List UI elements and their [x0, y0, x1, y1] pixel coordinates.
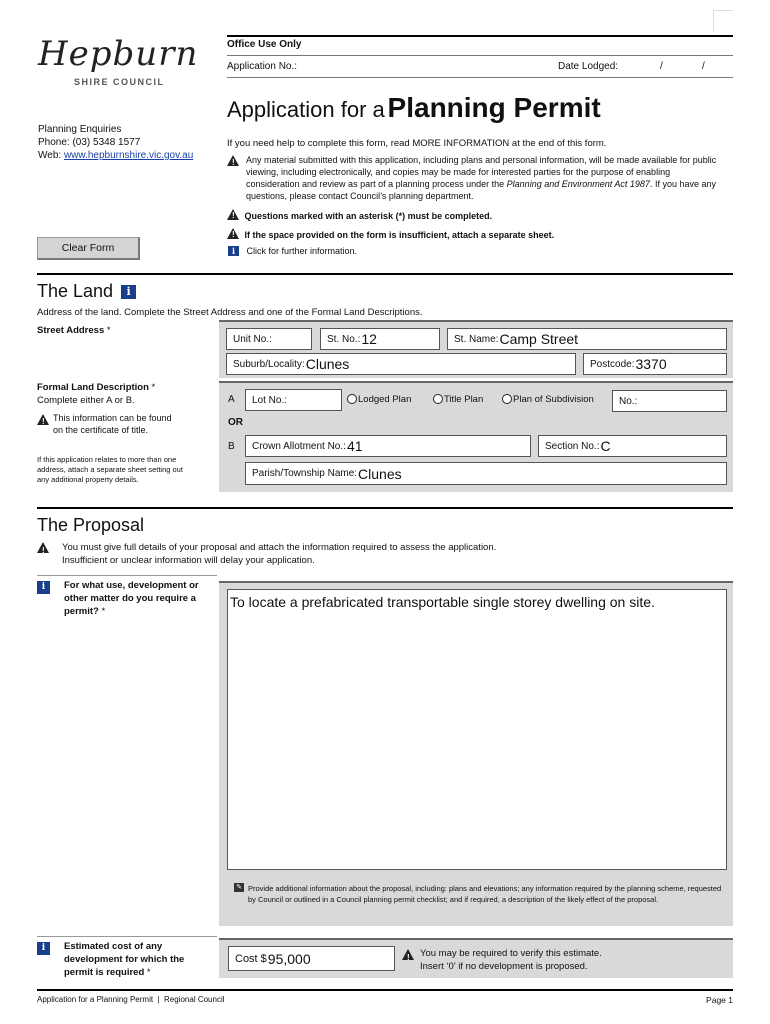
- title-plan-label: Title Plan: [444, 394, 484, 405]
- proposal-top-rule: [37, 507, 733, 509]
- title-prefix: Application for a: [227, 97, 385, 122]
- use-answer-textarea[interactable]: [227, 589, 727, 870]
- cost-note-1: You may be required to verify this estimate.: [420, 948, 602, 959]
- enquiries-phone: Phone: (03) 5348 1577: [38, 137, 141, 148]
- formal-description-label: [37, 381, 155, 407]
- use-question-text: For what use, development or other matter do you require a permit?: [64, 580, 199, 617]
- office-bottom-rule: [227, 77, 733, 78]
- formal-label-text: Formal Land Description: [37, 382, 149, 393]
- crown-value: 41: [346, 438, 363, 454]
- additional-info-text: Provide additional information about the proposal, including: plans and elevations; any information required by the planning scheme, requested by Council or outlined in a Council planning permit checklist; and if required, a description of the likely effect of the proposal.: [248, 884, 722, 904]
- cost-question: [64, 940, 214, 979]
- warning-icon: [402, 949, 414, 960]
- notice-public-viewing: [227, 154, 717, 202]
- street-no-field[interactable]: [320, 328, 440, 350]
- required-asterisk: *: [151, 382, 156, 393]
- cost-field[interactable]: [228, 946, 395, 971]
- street-name-field[interactable]: [447, 328, 727, 350]
- notice-1c: . If you have any questions, please contact Council’s planning department.: [246, 179, 716, 201]
- st-name-label: St. Name:: [454, 333, 499, 345]
- date-separator-2: /: [702, 61, 705, 72]
- lot-no-label: Lot No.:: [252, 394, 288, 406]
- radio-circle[interactable]: [433, 394, 443, 404]
- enquiries-block: [38, 123, 193, 162]
- cost-value: 95,000: [267, 950, 311, 967]
- section-value: C: [600, 438, 611, 454]
- st-no-value: 12: [361, 331, 377, 347]
- notice-4: Click for further information.: [246, 246, 358, 256]
- footer-left: Application for a Planning Permit | Regional Council: [37, 995, 225, 1004]
- notice-3: If the space provided on the form is insufficient, attach a separate sheet.: [244, 230, 555, 240]
- required-asterisk: *: [101, 606, 106, 617]
- lodged-plan-label: Lodged Plan: [358, 394, 412, 405]
- warning-icon: [37, 414, 49, 425]
- footer-rule: [37, 989, 733, 991]
- land-top-rule: [37, 273, 733, 275]
- option-a-label: A: [228, 394, 235, 405]
- proposal-title: The Proposal: [37, 515, 145, 535]
- office-use-label: Office Use Only: [227, 39, 302, 50]
- warning-icon: [227, 209, 239, 220]
- parish-label: Parish/Township Name:: [252, 468, 358, 479]
- notice-1a: Any material submitted with this application, including plans and personal information, will be made available for public viewing, including electronically, and copies may be made for interested parties for the purpose of enabling consideration and review as part of a planning process under the: [246, 155, 717, 189]
- plan-no-label: No.:: [619, 395, 638, 407]
- land-intro: Address of the land. Complete the Street Address and one of the Formal Land Descriptions.: [37, 307, 423, 318]
- cert-note-text: This information can be found on the certificate of title.: [53, 413, 172, 435]
- formal-sub-text: Complete either A or B.: [37, 395, 135, 406]
- warning-icon: [227, 228, 239, 239]
- parish-field[interactable]: [245, 462, 727, 485]
- title-main: Planning Permit: [387, 92, 601, 123]
- date-lodged-label: Date Lodged:: [558, 61, 619, 72]
- office-top-rule: [227, 35, 733, 37]
- radio-circle[interactable]: [502, 394, 512, 404]
- unit-no-field[interactable]: [226, 328, 312, 350]
- application-no-label: Application No.:: [227, 61, 298, 72]
- notice-info: [228, 246, 357, 256]
- section-label: Section No.:: [545, 440, 600, 452]
- info-icon[interactable]: i: [228, 246, 239, 256]
- plan-of-subdivision-radio[interactable]: [502, 394, 594, 405]
- use-question-rule: [37, 575, 217, 576]
- land-title-text: The Land: [37, 281, 114, 301]
- required-asterisk: *: [106, 325, 111, 336]
- council-logo: [38, 33, 198, 103]
- title-plan-radio[interactable]: [433, 394, 483, 405]
- clear-form-button[interactable]: Clear Form: [37, 237, 140, 260]
- lot-no-field[interactable]: [245, 389, 342, 411]
- lodged-plan-radio[interactable]: [347, 394, 411, 405]
- suburb-value: Clunes: [305, 356, 350, 372]
- radio-circle[interactable]: [347, 394, 357, 404]
- proposal-warning-2: Insufficient or unclear information will delay your application.: [62, 555, 315, 566]
- land-title: [37, 281, 136, 302]
- proposal-warning-1: You must give full details of your proposal and attach the information required to assess the application.: [62, 542, 497, 553]
- info-icon[interactable]: i: [37, 581, 50, 594]
- web-label: Web:: [38, 150, 62, 161]
- cost-question-text: Estimated cost of any development for which the permit is required: [64, 941, 185, 978]
- info-icon[interactable]: i: [37, 942, 50, 955]
- unit-no-label: Unit No.:: [233, 333, 272, 345]
- suburb-field[interactable]: [226, 353, 576, 375]
- corner-mark: [713, 10, 733, 32]
- cost-note: [402, 947, 602, 973]
- enquiries-heading: Planning Enquiries: [38, 124, 122, 135]
- notice-insufficient: [227, 228, 554, 240]
- parish-value: Clunes: [358, 465, 402, 482]
- footer-page: Page 1: [706, 995, 733, 1005]
- street-address-text: Street Address: [37, 325, 105, 336]
- st-no-label: St. No.:: [327, 333, 361, 345]
- postcode-value: 3370: [635, 356, 667, 372]
- option-b-label: B: [228, 441, 235, 452]
- logo-subtitle: SHIRE COUNCIL: [74, 77, 165, 87]
- certificate-note: [37, 413, 177, 436]
- warning-icon: [227, 155, 239, 166]
- cost-label: Cost $: [235, 952, 267, 965]
- street-address-label: [37, 325, 111, 336]
- cost-note-2: Insert ‘0’ if no development is proposed.: [420, 961, 588, 972]
- help-line: If you need help to complete this form, read MORE INFORMATION at the end of this form.: [227, 138, 607, 149]
- notice-act-name: Planning and Environment Act 1987: [506, 179, 650, 189]
- section-no-field[interactable]: [538, 435, 727, 457]
- warning-icon: [37, 542, 49, 553]
- additional-info-note: [234, 883, 726, 905]
- cost-question-rule: [37, 936, 217, 937]
- plan-subdivision-label: Plan of Subdivision: [513, 394, 594, 405]
- notice-2: Questions marked with an asterisk (*) must be completed.: [244, 211, 493, 221]
- option-or-label: OR: [228, 417, 243, 428]
- enquiries-web: [38, 149, 193, 162]
- crown-allotment-field[interactable]: [245, 435, 531, 457]
- plan-no-field[interactable]: [612, 390, 727, 412]
- postcode-label: Postcode:: [590, 358, 635, 370]
- multi-address-note: If this application relates to more than one address, attach a separate sheet setting out any additional property details.: [37, 455, 183, 484]
- edit-icon: ✎: [234, 883, 244, 892]
- proposal-warning: [37, 541, 496, 567]
- logo-wordmark: Hepburn: [38, 34, 199, 74]
- use-answer-text: To locate a prefabricated transportable single storey dwelling on site.: [230, 594, 655, 610]
- page-title: [227, 92, 601, 124]
- postcode-field[interactable]: [583, 353, 727, 375]
- use-question: [64, 579, 214, 618]
- st-name-value: Camp Street: [499, 331, 579, 347]
- office-mid-rule: [227, 55, 733, 56]
- required-asterisk: *: [146, 967, 151, 978]
- web-link[interactable]: www.hepburnshire.vic.gov.au: [63, 150, 194, 161]
- date-separator-1: /: [660, 61, 663, 72]
- crown-label: Crown Allotment No.:: [252, 440, 346, 452]
- suburb-label: Suburb/Locality:: [233, 358, 305, 370]
- info-icon[interactable]: i: [121, 285, 136, 299]
- notice-asterisk: [227, 209, 492, 221]
